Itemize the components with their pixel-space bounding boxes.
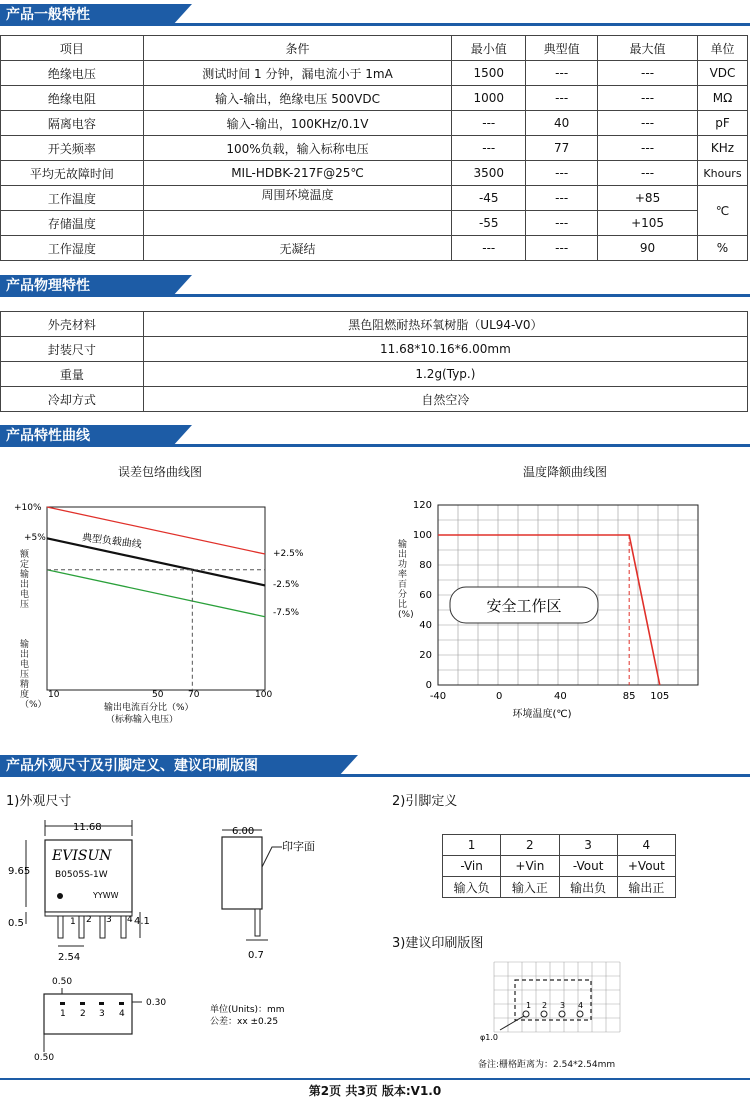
- table-header-row: [1, 36, 748, 61]
- pin-number-row: [443, 835, 676, 856]
- table-row: [1, 362, 748, 387]
- pin-num: 2: [542, 1001, 548, 1010]
- cell: ---: [526, 86, 598, 111]
- pin-num: 3: [106, 915, 112, 925]
- dim-standoff: 0.5: [8, 918, 24, 929]
- pcb-hole: [541, 1011, 547, 1017]
- cell: 输出正: [617, 877, 675, 898]
- section-header-general: [0, 4, 750, 26]
- series-line-lower: [47, 570, 265, 617]
- cell: 1.2g(Typ.): [143, 362, 747, 387]
- table-row: [1, 161, 748, 186]
- x-axis-label-sub: （标称输入电压）: [106, 715, 179, 725]
- y-tick-label: 20: [419, 650, 432, 661]
- table-row: [1, 136, 748, 161]
- cell: 黑色阻燃耐热环氧树脂（UL94-V0）: [143, 312, 747, 337]
- pin-num: 3: [560, 1001, 566, 1010]
- y-axis-label: 输出功率百分比(%): [398, 540, 414, 620]
- print-face-label: 印字面: [282, 840, 315, 853]
- cell: 绝缘电压: [1, 61, 144, 86]
- cell: ---: [526, 61, 598, 86]
- cell: 90: [598, 236, 698, 261]
- pin-num: 1: [526, 1001, 532, 1010]
- cell: 开关频率: [1, 136, 144, 161]
- cell: ---: [598, 61, 698, 86]
- x-tick-label: 85: [622, 691, 636, 702]
- cell: 周围环境温度: [143, 186, 452, 211]
- y-tick-label: -7.5%: [273, 608, 300, 618]
- cell: 存储温度: [1, 211, 144, 236]
- cell: 100%负载，输入标称电压: [143, 136, 452, 161]
- pin-definition-table: [442, 834, 676, 898]
- pcb-hole: [577, 1011, 583, 1017]
- cell: 77: [526, 136, 598, 161]
- x-tick-label: 40: [553, 691, 567, 702]
- cell: ---: [526, 186, 598, 211]
- cell: ---: [598, 86, 698, 111]
- module-side: [222, 837, 262, 909]
- cell: +Vout: [617, 856, 675, 877]
- cell: 1: [443, 835, 501, 856]
- dim-pin-length: 4.1: [134, 916, 150, 927]
- cell: pF: [697, 111, 747, 136]
- table-row: [1, 387, 748, 412]
- cell: ---: [452, 136, 526, 161]
- pin-num: 4: [127, 915, 133, 925]
- tolerance-label: 公差：xx ±0.25: [210, 1017, 279, 1027]
- section-title: 产品特性曲线: [0, 425, 172, 447]
- cell: 无凝结: [143, 236, 452, 261]
- pin-num: 2: [80, 1009, 86, 1019]
- side-pin: [255, 909, 260, 936]
- y-tick-label: 120: [412, 500, 432, 511]
- error-envelope-chart: [0, 490, 330, 730]
- pin-4: [121, 916, 126, 938]
- cell: 隔离电容: [1, 111, 144, 136]
- cell: KHz: [697, 136, 747, 161]
- cell: -Vin: [443, 856, 501, 877]
- cell: 11.68*10.16*6.00mm: [143, 337, 747, 362]
- cell: 输入-输出，绝缘电压 500VDC: [143, 86, 452, 111]
- dim-bottom-3: 0.50: [34, 1053, 55, 1062]
- cell: ---: [526, 211, 598, 236]
- table-row: [1, 86, 748, 111]
- pin-3: [100, 916, 105, 938]
- y-tick-label: 80: [419, 560, 432, 571]
- section-title: 产品外观尺寸及引脚定义、建议印刷版图: [0, 755, 338, 777]
- x-tick-label: 70: [188, 690, 200, 700]
- pin-num: 2: [86, 915, 92, 925]
- header-cell: 项目: [1, 36, 144, 61]
- cell: 4: [617, 835, 675, 856]
- section-title: 产品一般特性: [0, 4, 172, 26]
- dim-bottom-1: 0.50: [52, 977, 73, 987]
- pin-num: 4: [119, 1009, 125, 1019]
- cell: 输入-输出，100KHz/0.1V: [143, 111, 452, 136]
- general-specs-table: [0, 35, 748, 261]
- subtitle-pins: 2)引脚定义: [392, 794, 458, 809]
- header-cell: 最小值: [452, 36, 526, 61]
- dim-pin-dia: 0.7: [248, 950, 264, 961]
- cell: ---: [598, 136, 698, 161]
- x-tick-label: 50: [152, 690, 164, 700]
- cell: ---: [452, 111, 526, 136]
- cell: +85: [598, 186, 698, 211]
- series-line-upper: [47, 507, 265, 554]
- table-row: [1, 111, 748, 136]
- y-axis-label-bottom: 输出电压精度（%）: [20, 640, 47, 710]
- cell: ---: [598, 111, 698, 136]
- section-title: 产品物理特性: [0, 275, 172, 297]
- cell: 平均无故障时间: [1, 161, 144, 186]
- model-label: B0505S-1W: [55, 870, 108, 880]
- y-tick-label: 100: [412, 530, 432, 541]
- brand-logo: EVISUN: [52, 848, 112, 864]
- y-axis-label-top: 额定输出电压: [20, 550, 30, 610]
- cell: 重量: [1, 362, 144, 387]
- cell: 1000: [452, 86, 526, 111]
- x-tick-label: 0: [495, 691, 503, 702]
- x-tick-label: 105: [650, 691, 670, 702]
- dim-pitch: 2.54: [58, 952, 81, 963]
- cell: +105: [598, 211, 698, 236]
- pcb-hole: [559, 1011, 565, 1017]
- cell: MΩ: [697, 86, 747, 111]
- series-line-typical: [47, 538, 265, 585]
- cell: 1500: [452, 61, 526, 86]
- table-row: [1, 236, 748, 261]
- pin-1: [58, 916, 63, 938]
- y-tick-label: +10%: [14, 503, 42, 513]
- cell: ---: [526, 236, 598, 261]
- cell: ---: [598, 161, 698, 186]
- y-tick-label: 0: [425, 680, 432, 691]
- dim-width: 11.68: [73, 822, 102, 833]
- table-row: [1, 186, 748, 211]
- cell: 冷却方式: [1, 387, 144, 412]
- cell: -45: [452, 186, 526, 211]
- cell: 输出负: [559, 877, 617, 898]
- cell: 工作温度: [1, 186, 144, 211]
- x-axis-label: 环境温度(℃): [512, 709, 572, 720]
- dim-depth: 6.00: [232, 826, 255, 837]
- pin-2: [79, 916, 84, 938]
- pin-num: 3: [99, 1009, 105, 1019]
- page-footer: 第2页 共3页 版本:V1.0: [308, 1084, 442, 1098]
- chart1-frame: [47, 507, 265, 690]
- curve-label: 典型负载曲线: [81, 532, 143, 551]
- y-tick-label: +5%: [24, 533, 46, 543]
- outline-drawing: [0, 812, 380, 1062]
- x-tick-label: 100: [255, 690, 273, 700]
- cell: 测试时间 1 分钟，漏电流小于 1mA: [143, 61, 452, 86]
- cell: MIL-HDBK-217F@25℃: [143, 161, 452, 186]
- dim-height: 9.65: [8, 866, 31, 877]
- y-tick-label: +2.5%: [273, 549, 304, 559]
- cell: -Vout: [559, 856, 617, 877]
- pin-num: 4: [578, 1001, 584, 1010]
- y-tick-label: 60: [419, 590, 432, 601]
- footer-rule: [0, 1078, 750, 1080]
- y-ticks: [413, 500, 432, 691]
- y-tick-label: -2.5%: [273, 580, 300, 590]
- pin-desc-row: [443, 877, 676, 898]
- cell: VDC: [697, 61, 747, 86]
- header-cell: 条件: [143, 36, 452, 61]
- section-header-physical: [0, 275, 750, 297]
- cell: 3: [559, 835, 617, 856]
- pin-num: 1: [60, 1009, 66, 1019]
- dim-bottom-2: 0.30: [146, 998, 167, 1008]
- cell: 工作湿度: [1, 236, 144, 261]
- x-axis-label: 输出电流百分比（%）: [104, 703, 194, 713]
- cell: 输入负: [443, 877, 501, 898]
- cell: 输入正: [501, 877, 559, 898]
- header-cell: 典型值: [526, 36, 598, 61]
- cell: Khours: [697, 161, 747, 186]
- cell: [143, 211, 452, 236]
- pcb-hole-dim: φ1.0: [480, 1033, 498, 1042]
- cell: 绝缘电阻: [1, 86, 144, 111]
- subtitle-pcb: 3)建议印刷版图: [392, 936, 484, 951]
- cell: ---: [526, 161, 598, 186]
- subtitle-outline: 1)外观尺寸: [6, 794, 72, 809]
- units-label: 单位(Units)：mm: [210, 1005, 285, 1015]
- derating-chart: [390, 495, 710, 725]
- pin1-marker: [57, 893, 63, 899]
- pin-num: 1: [70, 917, 76, 927]
- pcb-note: 备注:栅格距离为：2.54*2.54mm: [478, 1060, 616, 1070]
- table-row: [1, 312, 748, 337]
- pin-name-row: [443, 856, 676, 877]
- safe-area-label: 安全工作区: [486, 597, 562, 615]
- header-cell: 单位: [697, 36, 747, 61]
- cell: ---: [452, 236, 526, 261]
- physical-specs-table: [0, 311, 748, 412]
- pcb-layout-drawing: [470, 960, 650, 1045]
- table-row: [1, 211, 748, 236]
- section-header-curves: [0, 425, 750, 447]
- cell: %: [697, 236, 747, 261]
- table-row: [1, 337, 748, 362]
- cell: 2: [501, 835, 559, 856]
- cell: 3500: [452, 161, 526, 186]
- cell: -55: [452, 211, 526, 236]
- cell: ℃: [697, 186, 747, 236]
- cell: 封装尺寸: [1, 337, 144, 362]
- x-tick-label: 10: [48, 690, 60, 700]
- date-code: YYWW: [93, 891, 119, 900]
- x-tick-label: -40: [429, 691, 447, 702]
- chart2-title: 温度降额曲线图: [522, 465, 607, 479]
- cell: 40: [526, 111, 598, 136]
- header-cell: 最大值: [598, 36, 698, 61]
- cell: 自然空冷: [143, 387, 747, 412]
- section-header-outline: [0, 755, 750, 777]
- cell: 外壳材料: [1, 312, 144, 337]
- chart1-title: 误差包络曲线图: [117, 465, 202, 479]
- cell: +Vin: [501, 856, 559, 877]
- y-tick-label: 40: [419, 620, 432, 631]
- table-row: [1, 61, 748, 86]
- x-ticks: [430, 691, 669, 702]
